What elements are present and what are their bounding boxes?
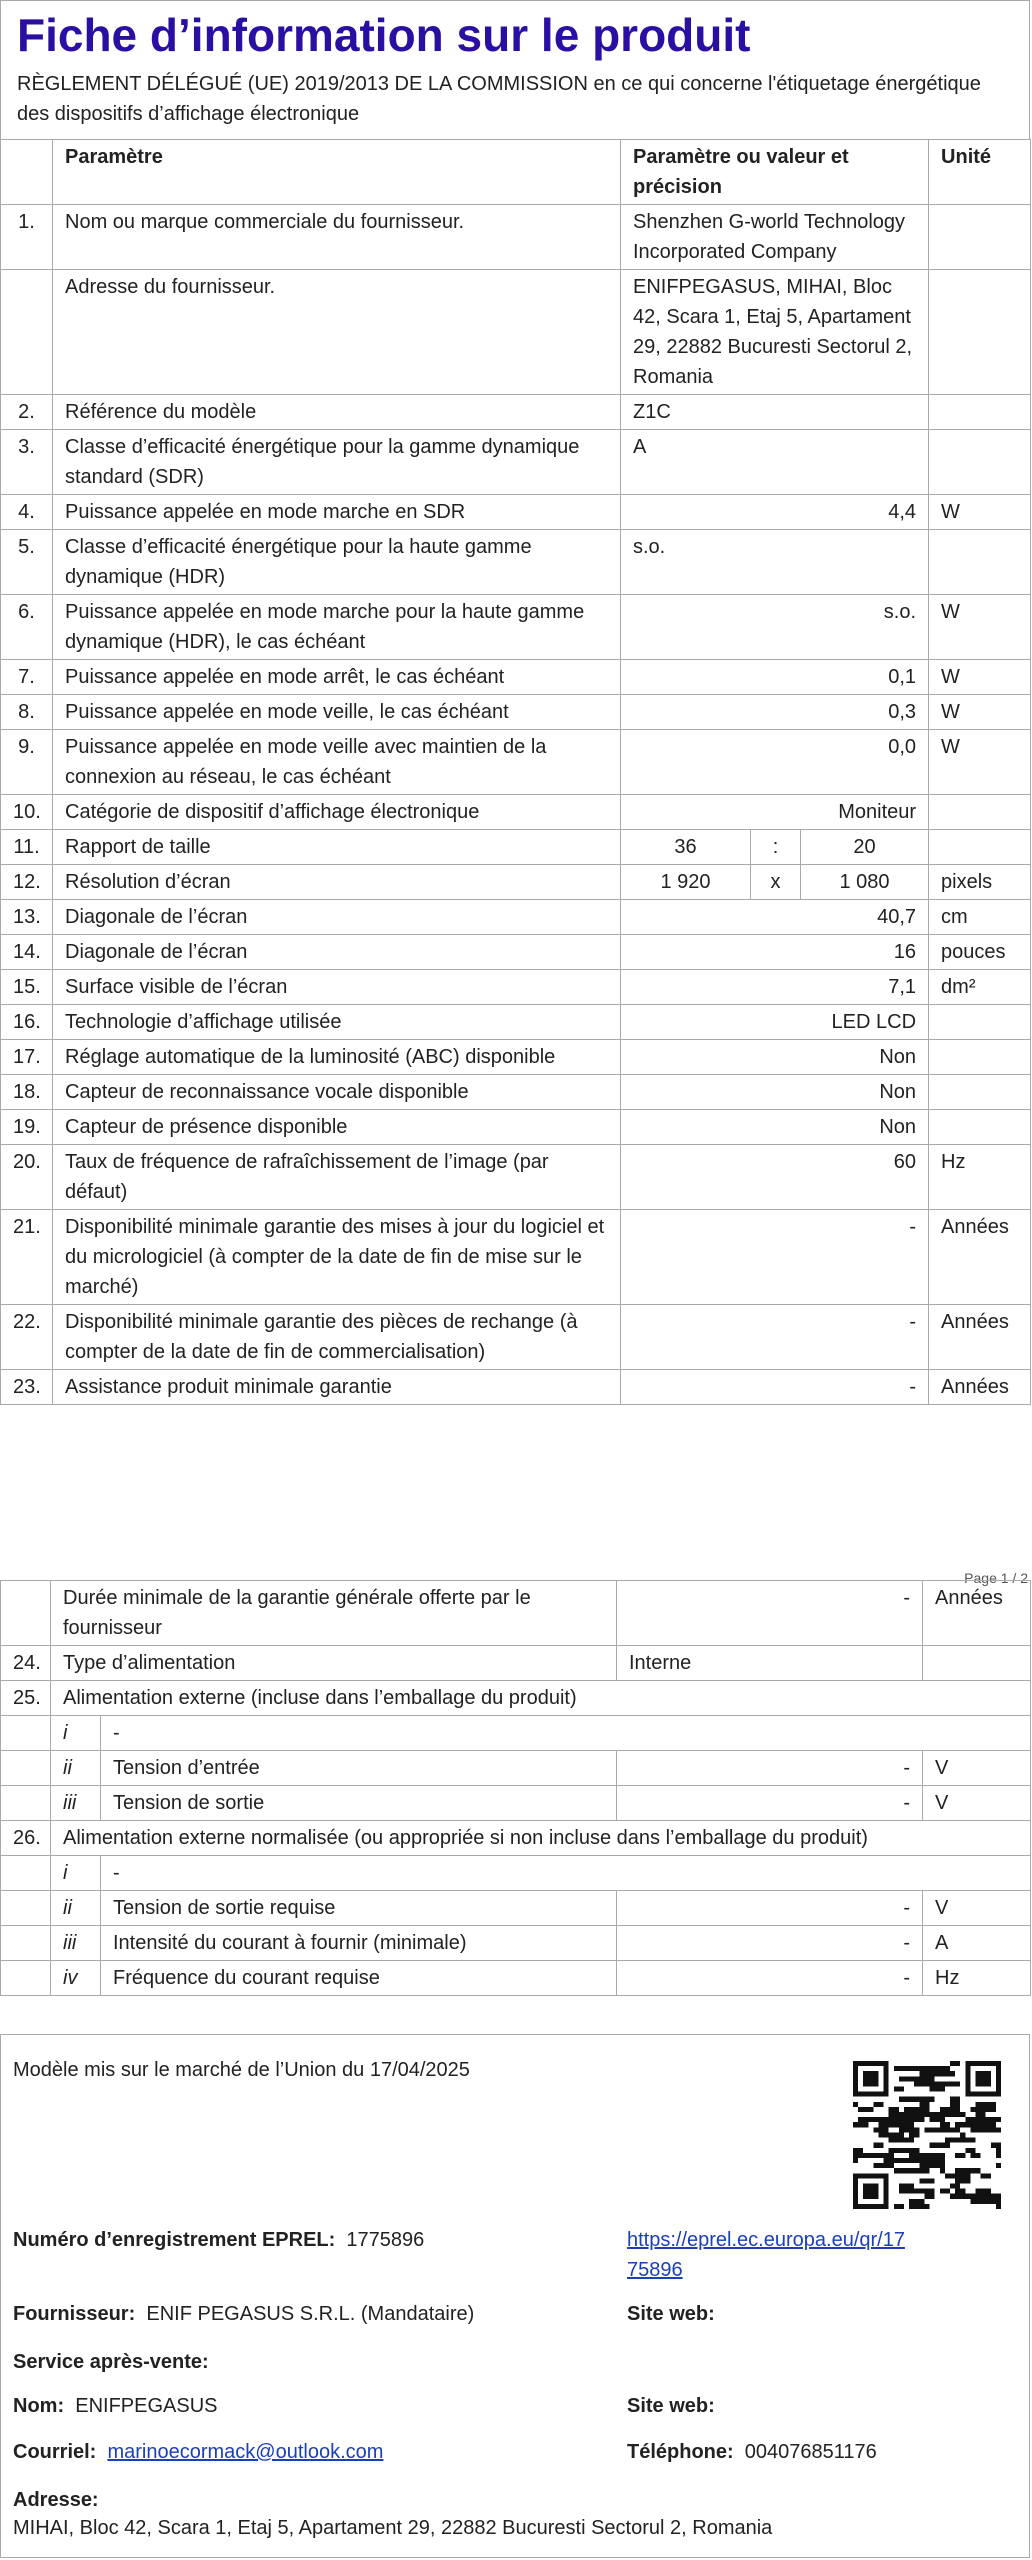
row-unit: [929, 430, 1031, 495]
row-unit: pouces: [929, 935, 1031, 970]
row-number: 4.: [1, 495, 53, 530]
page-2: [0, 1580, 1032, 1996]
row-number: [1, 270, 53, 395]
table-row: [1, 530, 1031, 595]
table-row: [1, 730, 1031, 795]
sub-row-value: -: [617, 1961, 923, 1996]
table-row: [1, 900, 1031, 935]
row-number: 25.: [1, 1681, 51, 1716]
row-value: -: [621, 1305, 929, 1370]
eprel-label: Numéro d’enregistrement EPREL:: [13, 2229, 336, 2251]
row-number: 26.: [1, 1821, 51, 1856]
row-number: 3.: [1, 430, 53, 495]
market-date: Modèle mis sur le marché de l’Union du 17/04/2025: [13, 2059, 470, 2081]
sub-row-unit: V: [923, 1751, 1031, 1786]
row-label: Puissance appelée en mode marche en SDR: [53, 495, 621, 530]
row-number: 8.: [1, 695, 53, 730]
resolution-height: 1 080: [801, 865, 929, 900]
table-row: [1, 695, 1031, 730]
row-label: Réglage automatique de la luminosité (ABC) disponible: [53, 1040, 621, 1075]
sub-row-index: iv: [51, 1961, 101, 1996]
sub-row: [1, 1751, 1031, 1786]
supplier-line: [13, 2299, 474, 2329]
row-value: 60: [621, 1145, 929, 1210]
phone-line: [627, 2437, 877, 2467]
row-value: A: [621, 430, 929, 495]
website-label-2: Site web:: [627, 2395, 715, 2417]
row-number: 13.: [1, 900, 53, 935]
row-number: 10.: [1, 795, 53, 830]
phone-label: Téléphone:: [627, 2441, 734, 2463]
row-unit: W: [929, 695, 1031, 730]
ratio-width: 36: [621, 830, 751, 865]
row-number: 22.: [1, 1305, 53, 1370]
sub-row: [1, 1856, 1031, 1891]
table-row: [1, 205, 1031, 270]
row-number: 1.: [1, 205, 53, 270]
row-label: Classe d’efficacité énergétique pour la haute gamme dynamique (HDR): [53, 530, 621, 595]
row-value: 7,1: [621, 970, 929, 1005]
sub-row: [1, 1926, 1031, 1961]
table-row-ext_std: [1, 1821, 1031, 1856]
row-value: -: [617, 1581, 923, 1646]
row-label: Surface visible de l’écran: [53, 970, 621, 1005]
table-row: [1, 1075, 1031, 1110]
document-header: [0, 0, 1030, 139]
name-value: ENIFPEGASUS: [75, 2395, 218, 2417]
row-number: 18.: [1, 1075, 53, 1110]
supplier-label: Fournisseur:: [13, 2303, 136, 2325]
sub-row-unit: V: [923, 1786, 1031, 1821]
product-info-table: [0, 139, 1031, 1405]
row-number: 6.: [1, 595, 53, 660]
row-label: Classe d’efficacité énergétique pour la gamme dynamique standard (SDR): [53, 430, 621, 495]
row-label: Disponibilité minimale garantie des mises à jour du logiciel et du micrologiciel (à compter de la date de fin de mise sur le marché): [53, 1210, 621, 1305]
table-row: [1, 1305, 1031, 1370]
row-value: LED LCD: [621, 1005, 929, 1040]
row-label: Durée minimale de la garantie générale offerte par le fournisseur: [51, 1581, 617, 1646]
row-unit: pixels: [929, 865, 1031, 900]
sub-row-unit: V: [923, 1891, 1031, 1926]
row-value: -: [621, 1370, 929, 1405]
row-unit: [929, 205, 1031, 270]
sub-row-index: ii: [51, 1751, 101, 1786]
row-value: Shenzhen G-world Technology Incorporated Company: [621, 205, 929, 270]
row-value: 0,1: [621, 660, 929, 695]
row-label: Puissance appelée en mode arrêt, le cas échéant: [53, 660, 621, 695]
header-param: Paramètre: [53, 140, 621, 205]
resolution-separator: x: [751, 865, 801, 900]
row-number: 12.: [1, 865, 53, 900]
row-unit: dm²: [929, 970, 1031, 1005]
row-label: Adresse du fournisseur.: [53, 270, 621, 395]
name-line: [13, 2391, 218, 2421]
page-title: Fiche d’information sur le produit: [17, 9, 751, 61]
header-num: [1, 140, 53, 205]
row-value: -: [621, 1210, 929, 1305]
row-value: ENIFPEGASUS, MIHAI, Bloc 42, Scara 1, Etaj 5, Apartament 29, 22882 Bucuresti Sectorul 2, Romania: [621, 270, 929, 395]
sub-row-index: ii: [51, 1891, 101, 1926]
address-value: MIHAI, Bloc 42, Scara 1, Etaj 5, Apartament 29, 22882 Bucuresti Sectorul 2, Romania: [13, 2517, 773, 2539]
row-label: Alimentation externe (incluse dans l’emballage du produit): [51, 1681, 1031, 1716]
table-row: [1, 270, 1031, 395]
row-number: 20.: [1, 1145, 53, 1210]
row-number: 23.: [1, 1370, 53, 1405]
row-number: 21.: [1, 1210, 53, 1305]
sub-row-label: Tension d’entrée: [101, 1751, 617, 1786]
row-label: Résolution d’écran: [53, 865, 621, 900]
table-row: [1, 495, 1031, 530]
row-unit: W: [929, 730, 1031, 795]
row-value: Moniteur: [621, 795, 929, 830]
row-label: Rapport de taille: [53, 830, 621, 865]
row-unit: Hz: [929, 1145, 1031, 1210]
row-unit: [929, 1075, 1031, 1110]
row-number: 14.: [1, 935, 53, 970]
row-label: Technologie d’affichage utilisée: [53, 1005, 621, 1040]
row-value: 0,0: [621, 730, 929, 795]
row-unit: Années: [923, 1581, 1031, 1646]
row-label: Puissance appelée en mode veille avec maintien de la connexion au réseau, le cas échéant: [53, 730, 621, 795]
row-unit: [929, 395, 1031, 430]
row-label: Capteur de présence disponible: [53, 1110, 621, 1145]
sub-row-value: -: [617, 1891, 923, 1926]
row-unit: Années: [929, 1210, 1031, 1305]
sub-row: [1, 1961, 1031, 1996]
sub-row-label: Tension de sortie requise: [101, 1891, 617, 1926]
row-number: 7.: [1, 660, 53, 695]
row-unit: [929, 530, 1031, 595]
registration-footer: [0, 2034, 1030, 2558]
supplier-value: ENIF PEGASUS S.R.L. (Mandataire): [146, 2303, 475, 2325]
table-row: [1, 795, 1031, 830]
sub-row-value: -: [617, 1926, 923, 1961]
header-value: Paramètre ou valeur et précision: [621, 140, 929, 205]
ratio-height: 20: [801, 830, 929, 865]
row-label: Taux de fréquence de rafraîchissement de l’image (par défaut): [53, 1145, 621, 1210]
table-row: [1, 430, 1031, 495]
table-row: [1, 1040, 1031, 1075]
row-number: 15.: [1, 970, 53, 1005]
row-label: Référence du modèle: [53, 395, 621, 430]
sub-row-label: Tension de sortie: [101, 1786, 617, 1821]
row-value: 0,3: [621, 695, 929, 730]
eprel-link[interactable]: [627, 2225, 905, 2285]
row-value: 4,4: [621, 495, 929, 530]
row-unit: [929, 795, 1031, 830]
sub-row-unit: A: [923, 1926, 1031, 1961]
sub-row-value: -: [617, 1786, 923, 1821]
row-value: 16: [621, 935, 929, 970]
row-label: Assistance produit minimale garantie: [53, 1370, 621, 1405]
header-unit: Unité: [929, 140, 1031, 205]
power-supply-table: [0, 1580, 1031, 1996]
sub-row: [1, 1891, 1031, 1926]
row-unit: W: [929, 495, 1031, 530]
table-header-row: [1, 140, 1031, 205]
row-unit: W: [929, 595, 1031, 660]
regulation-subtitle: RÈGLEMENT DÉLÉGUÉ (UE) 2019/2013 DE LA COMMISSION en ce qui concerne l'étiquetage énergétique des dispositifs d’affichage électronique: [17, 73, 981, 125]
sub-row-unit: Hz: [923, 1961, 1031, 1996]
qr-code-icon[interactable]: [853, 2061, 1001, 2209]
sub-row-index: iii: [51, 1786, 101, 1821]
row-unit: [929, 270, 1031, 395]
sub-row: [1, 1786, 1031, 1821]
phone-value: 004076851176: [744, 2441, 877, 2463]
sub-row: [1, 1716, 1031, 1751]
row-value: s.o.: [621, 595, 929, 660]
row-unit: [929, 1005, 1031, 1040]
table-row: [1, 1110, 1031, 1145]
service-label: Service après-vente:: [13, 2351, 209, 2373]
page-number: Page 1 / 2: [964, 1570, 1028, 1586]
row-unit: W: [929, 660, 1031, 695]
row-unit: [929, 830, 1031, 865]
row-number: 9.: [1, 730, 53, 795]
table-row: [1, 1005, 1031, 1040]
resolution-width: 1 920: [621, 865, 751, 900]
row-label: Puissance appelée en mode veille, le cas échéant: [53, 695, 621, 730]
sub-row-value: -: [617, 1751, 923, 1786]
sub-row-index: i: [51, 1856, 101, 1891]
table-row: [1, 595, 1031, 660]
eprel-line: [13, 2225, 424, 2255]
website-label-1: Site web:: [627, 2303, 715, 2325]
row-number: 2.: [1, 395, 53, 430]
table-row: [1, 935, 1031, 970]
email-link[interactable]: marinoecormack@outlook.com: [107, 2441, 384, 2463]
table-row: [1, 970, 1031, 1005]
row-value: Non: [621, 1040, 929, 1075]
row-unit: cm: [929, 900, 1031, 935]
sub-row-label: -: [101, 1716, 1031, 1751]
table-row-resolution: [1, 865, 1031, 900]
row-label: Alimentation externe normalisée (ou appropriée si non incluse dans l’emballage du produit): [51, 1821, 1031, 1856]
eprel-link-part-1[interactable]: https://eprel.ec.europa.eu/qr/17: [627, 2229, 905, 2251]
row-number: 19.: [1, 1110, 53, 1145]
row-unit: [929, 1040, 1031, 1075]
table-row: [1, 1145, 1031, 1210]
eprel-number: 1775896: [346, 2229, 425, 2251]
row-value: Interne: [617, 1646, 923, 1681]
row-number: 11.: [1, 830, 53, 865]
row-unit: Années: [929, 1370, 1031, 1405]
sub-row-label: -: [101, 1856, 1031, 1891]
row-number: 17.: [1, 1040, 53, 1075]
eprel-link-part-2[interactable]: 75896: [627, 2259, 683, 2281]
row-unit: Années: [929, 1305, 1031, 1370]
row-number: 5.: [1, 530, 53, 595]
name-label: Nom:: [13, 2395, 65, 2417]
row-number: 16.: [1, 1005, 53, 1040]
table-row: [1, 660, 1031, 695]
row-label: Disponibilité minimale garantie des pièces de rechange (à compter de la date de fin de commercialisation): [53, 1305, 621, 1370]
row-value: Z1C: [621, 395, 929, 430]
row-label: Diagonale de l’écran: [53, 900, 621, 935]
row-number: 24.: [1, 1646, 51, 1681]
table-row-ext: [1, 1681, 1031, 1716]
row-label: Nom ou marque commerciale du fournisseur.: [53, 205, 621, 270]
table-row-warranty: [1, 1581, 1031, 1646]
email-label: Courriel:: [13, 2441, 97, 2463]
row-value: Non: [621, 1075, 929, 1110]
sub-row-index: i: [51, 1716, 101, 1751]
row-value: s.o.: [621, 530, 929, 595]
row-label: Type d’alimentation: [51, 1646, 617, 1681]
address-label: Adresse:: [13, 2489, 99, 2511]
email-line: [13, 2437, 383, 2467]
row-value: 40,7: [621, 900, 929, 935]
sub-row-label: Fréquence du courant requise: [101, 1961, 617, 1996]
row-label: Catégorie de dispositif d’affichage électronique: [53, 795, 621, 830]
table-row: [1, 1370, 1031, 1405]
row-value: Non: [621, 1110, 929, 1145]
table-row: [1, 1210, 1031, 1305]
row-unit: [929, 1110, 1031, 1145]
row-label: Capteur de reconnaissance vocale disponible: [53, 1075, 621, 1110]
table-row-power-type: [1, 1646, 1031, 1681]
row-label: Puissance appelée en mode marche pour la haute gamme dynamique (HDR), le cas échéant: [53, 595, 621, 660]
row-label: Diagonale de l’écran: [53, 935, 621, 970]
sub-row-index: iii: [51, 1926, 101, 1961]
ratio-separator: :: [751, 830, 801, 865]
table-row: [1, 395, 1031, 430]
table-row-ratio: [1, 830, 1031, 865]
sub-row-label: Intensité du courant à fournir (minimale): [101, 1926, 617, 1961]
